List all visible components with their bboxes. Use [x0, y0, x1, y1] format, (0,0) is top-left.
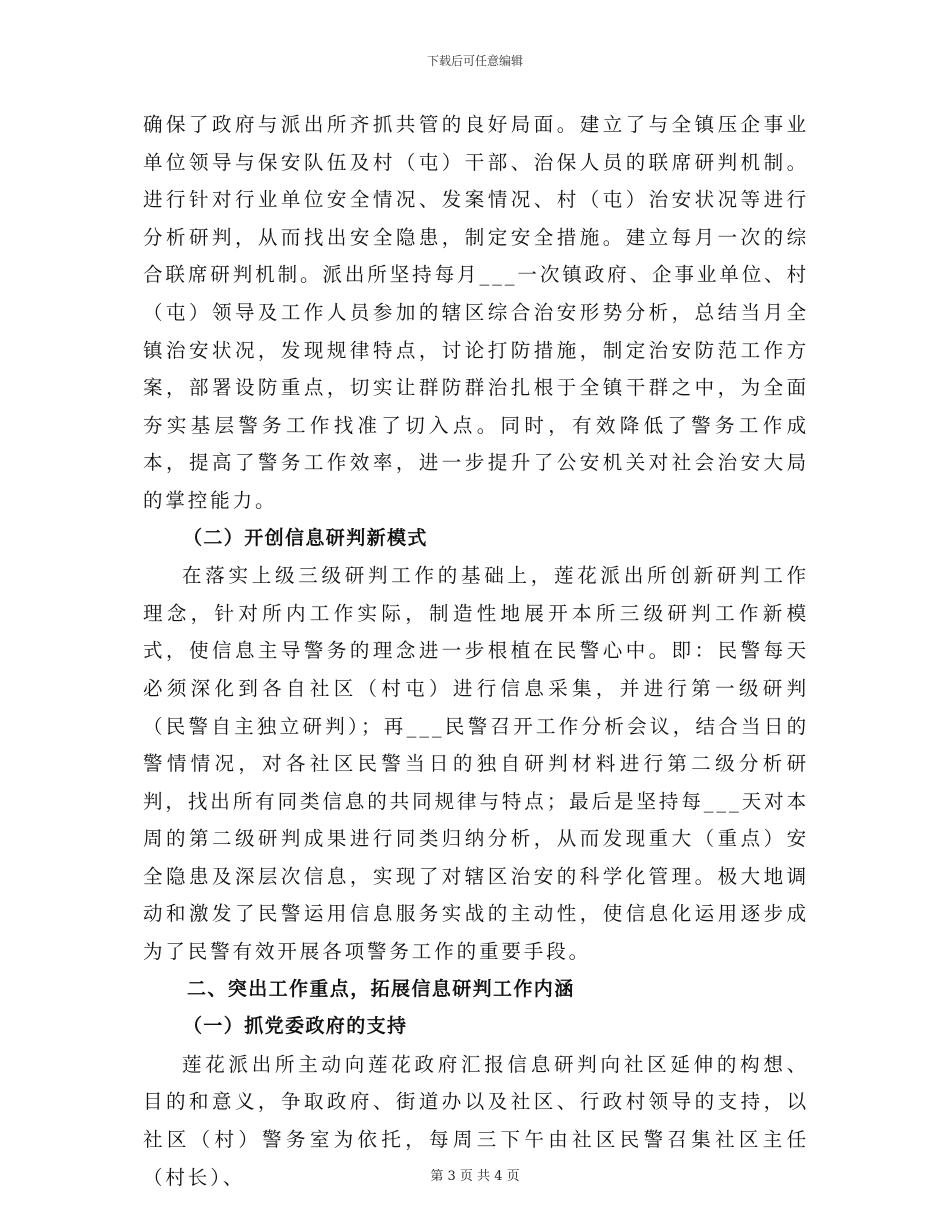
- section-heading-1: （一）抓党委政府的支持: [183, 1015, 408, 1038]
- page-number: 第 3 页 共 4 页: [430, 1169, 520, 1184]
- document-body: [143, 106, 809, 1196]
- paragraph-2: 在落实上级三级研判工作的基础上，莲花派出所创新研判工作理念，针对所内工作实际，制造性地展开本所三级研判工作新模式，使信息主导警务的理念进一步根植在民警心中。即：民警每天必须深化到各自社区（村屯）进行信息采集，并进行第一级研判（民警自主独立研判）；再___民警召开工作分析会议，结合当日的警情情况，对各社区民警当日的独自研判材料进行第二级分析研判，找出所有同类信息的共同规律与特点；最后是坚持每___天对本周的第二级研判成果进行同类归纳分析，从而发现重大（重点）安全隐患及深层次信息，实现了对辖区治安的科学化管理。极大地调动和激发了民警运用信息服务实战的主动性，使信息化运用逐步成为了民警有效开展各项警务工作的重要手段。: [143, 564, 809, 964]
- page-header: 下载后可任意编辑: [426, 54, 523, 68]
- paragraph-3: 莲花派出所主动向莲花政府汇报信息研判向社区延伸的构想、目的和意义，争取政府、街道办以及社区、行政村领导的支持，以社区（村）警务室为依托，每周三下午由社区民警召集社区主任（村长）、: [143, 1052, 809, 1189]
- chapter-heading-2: 二、突出工作重点，拓展信息研判工作内涵: [187, 977, 575, 1000]
- section-heading-2: （二）开创信息研判新模式: [183, 526, 428, 549]
- paragraph-1: 确保了政府与派出所齐抓共管的良好局面。建立了与全镇压企事业单位领导与保安队伍及村（屯）干部、治保人员的联席研判机制。进行针对行业单位安全情况、发案情况、村（屯）治安状况等进行分析研判，从而找出安全隐患，制定安全措施。建立每月一次的综合联席研判机制。派出所坚持每月___一次镇政府、企事业单位、村（屯）领导及工作人员参加的辖区综合治安形势分析，总结当月全镇治安状况，发现规律特点，讨论打防措施，制定治安防范工作方案，部署设防重点，切实让群防群治扎根于全镇干群之中，为全面夯实基层警务工作找准了切入点。同时，有效降低了警务工作成本，提高了警务工作效率，进一步提升了公安机关对社会治安大局的掌控能力。: [143, 113, 809, 512]
